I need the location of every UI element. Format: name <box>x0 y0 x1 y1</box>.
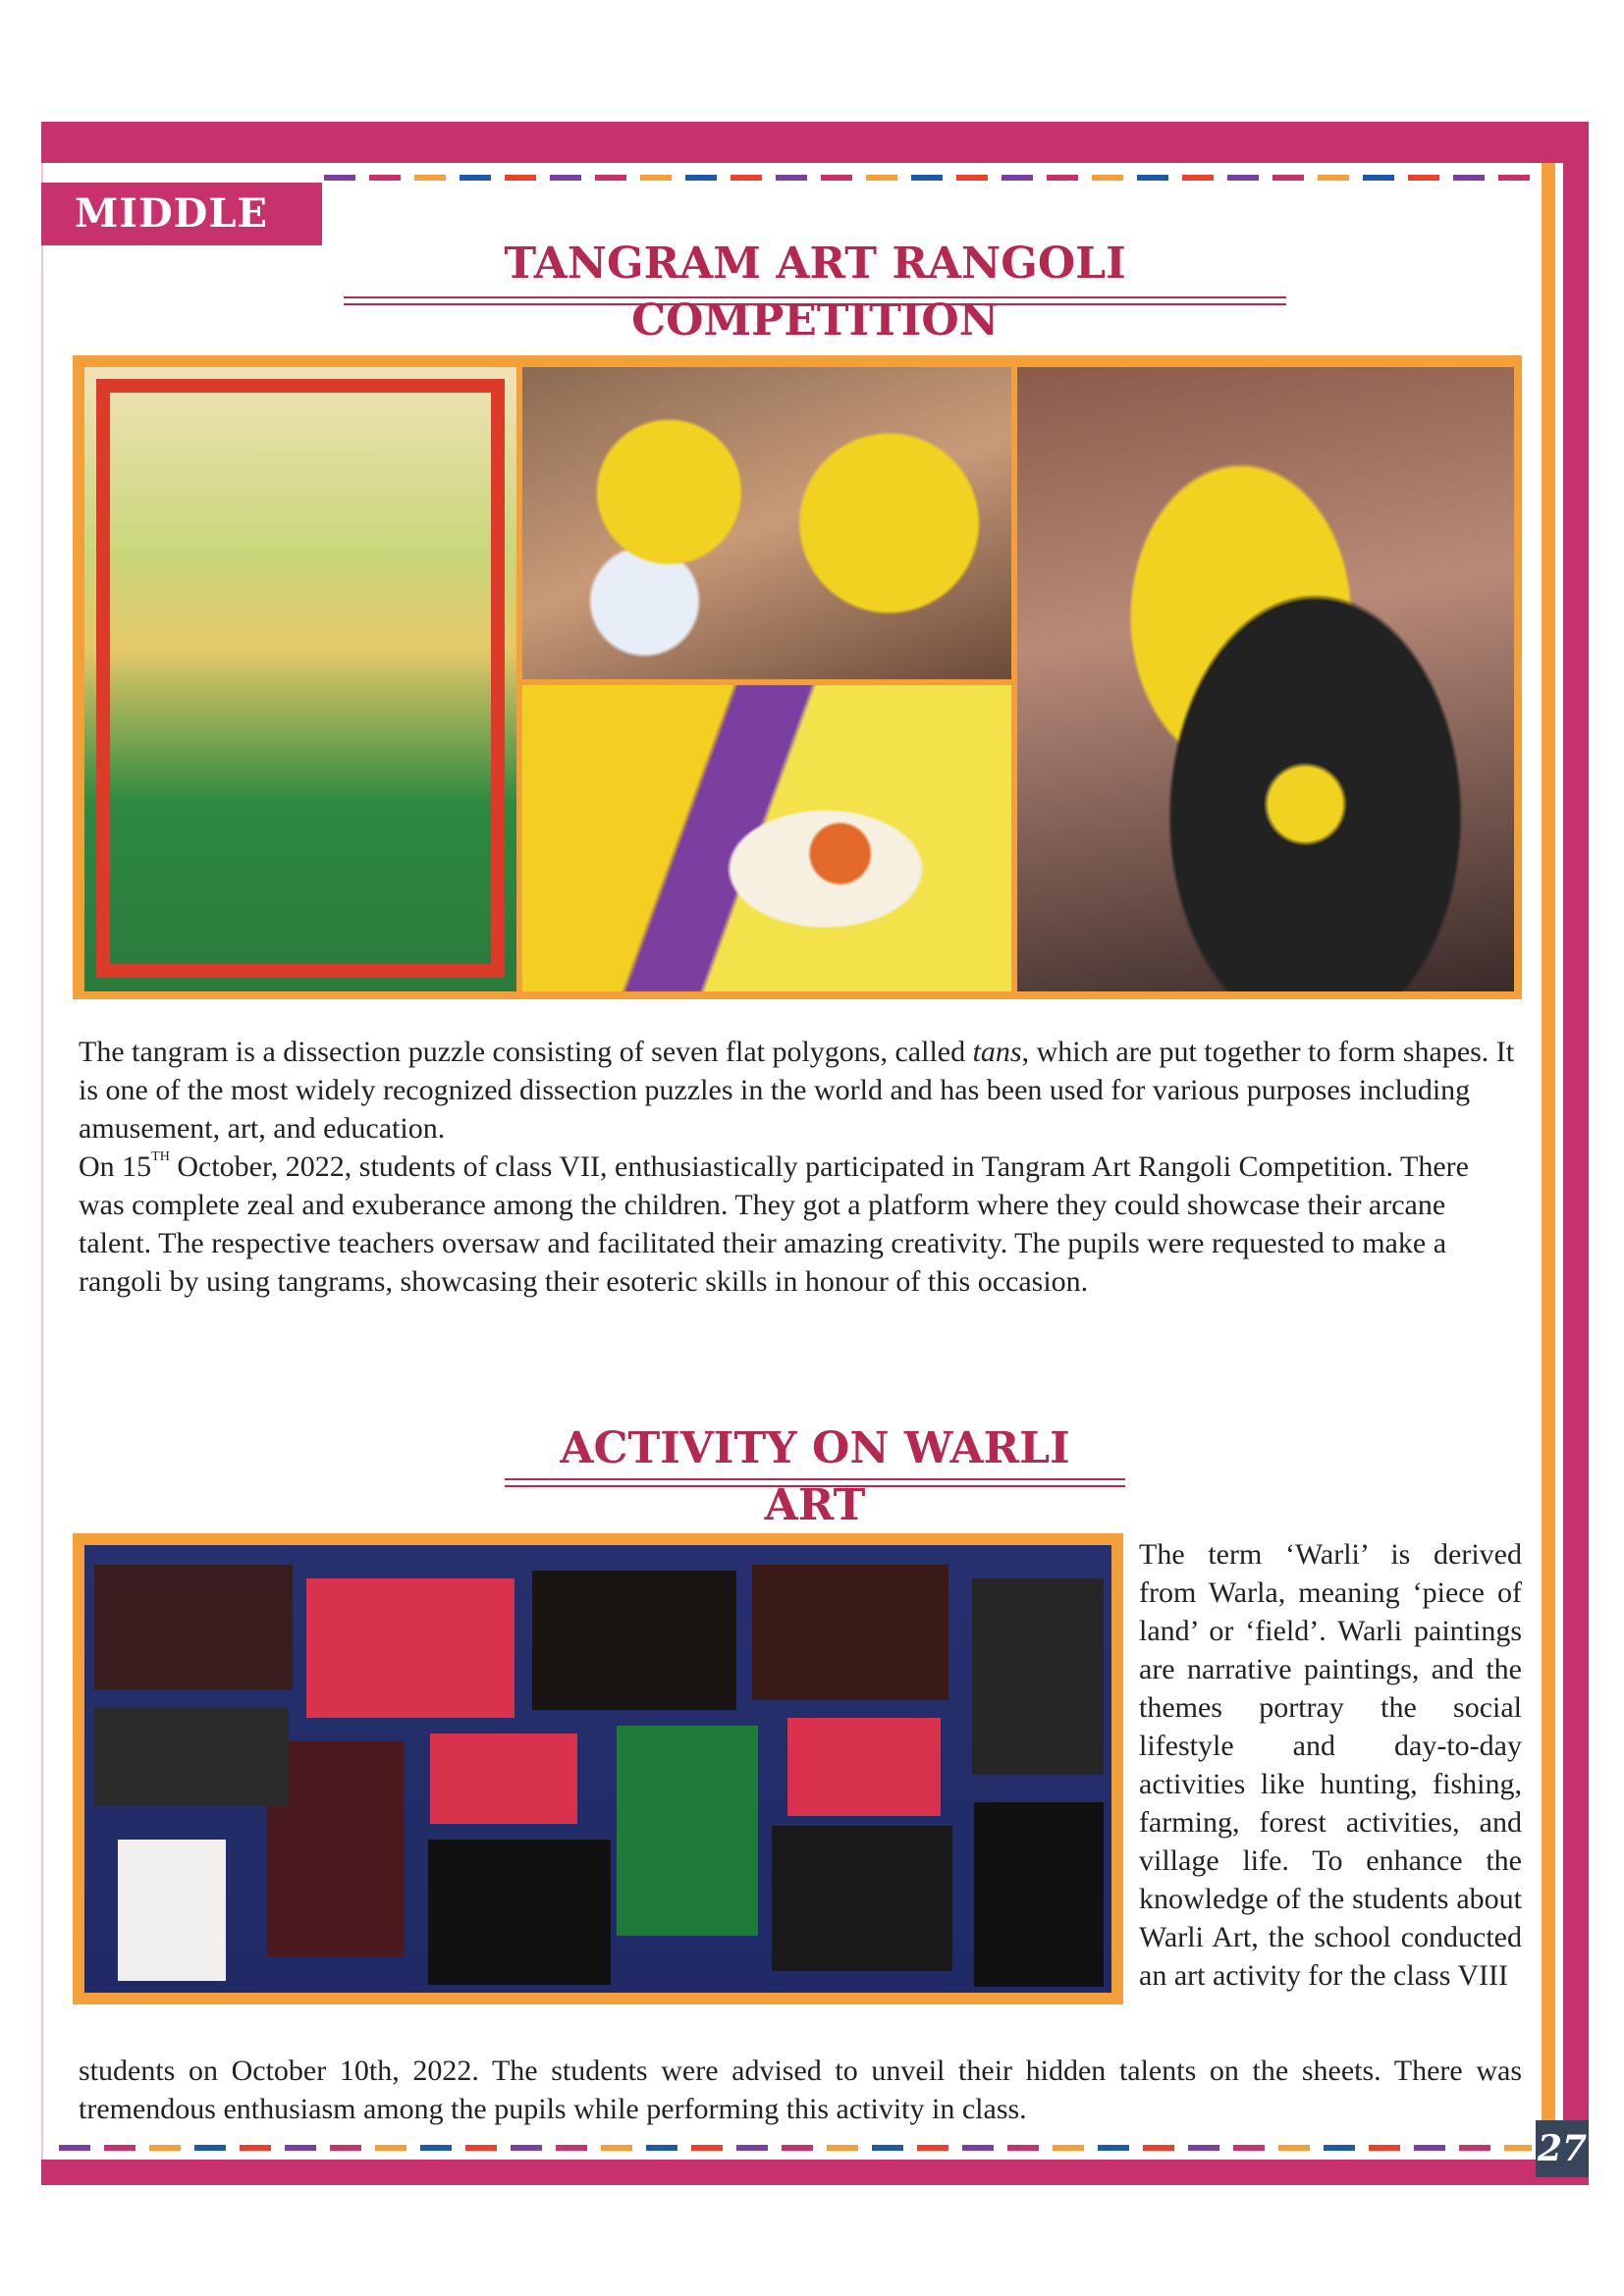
page-number: 27 <box>1536 2120 1589 2177</box>
article-title-warli: ACTIVITY ON WARLI ART <box>560 1423 1070 1530</box>
page-frame-top <box>41 122 1589 163</box>
page-frame-right <box>1563 122 1589 2185</box>
photo-warli-paintings-board <box>84 1545 1111 1993</box>
tangram-photo-collage <box>73 355 1522 999</box>
para1-text-cont: , which are put together to form shapes. It is one of the most widely recognized dissection puzzles in the world and has been used for various purposes including amusement, art, and education. <box>79 1036 1515 1145</box>
section-badge: MIDDLE <box>41 183 322 245</box>
photo-students-painting <box>522 367 1011 679</box>
para2-text: On 15 <box>79 1150 152 1183</box>
photo-students-with-rangoli <box>84 367 516 991</box>
tangram-article-body <box>79 1033 1522 1301</box>
para1-italic-term: tans <box>972 1036 1022 1068</box>
page-frame-bottom <box>41 2160 1563 2185</box>
title-underline <box>505 1478 1125 1487</box>
warli-bottom-paragraph: students on October 10th, 2022. The students were advised to unveil their hidden talents on the sheets. There was tremendous enthusiasm among the pupils while performing this activity in class. <box>79 2055 1522 2125</box>
dashed-divider-top <box>324 175 1538 181</box>
photo-student-painting-tangram <box>522 685 1011 991</box>
title-underline <box>344 296 1286 305</box>
tangram-paragraph-1 <box>79 1033 1522 1148</box>
para2-ordinal-suffix: TH <box>151 1149 170 1164</box>
photo-girl-painting-star <box>1017 367 1514 991</box>
tangram-paragraph-2 <box>79 1148 1522 1301</box>
dashed-divider-bottom <box>59 2145 1532 2151</box>
page-frame-left <box>41 163 43 2185</box>
para2-text-cont: October, 2022, students of class VII, enthusiastically participated in Tangram Art Rangoli Competition. There was complete zeal and exuberance among the children. They got a platform where they could showcase their arcane talent. The respective teachers oversaw and facilitated their amazing creativity. The pupils were requested to make a rangoli by using tangrams, showcasing their esoteric skills in honour of this occasion. <box>79 1150 1469 1298</box>
para1-text: The tangram is a dissection puzzle consisting of seven flat polygons, called <box>79 1036 973 1068</box>
warli-side-text: The term ‘Warli’ is derived from Warla, meaning ‘piece of land’ or ‘field’. Warli paintings are narrative paintings, and the themes portray the social lifestyle and day-to-day activities like hunting, fishing, farming, forest activities, and village life. To enhance the knowledge of the students about Warli Art, the school conducted an art activity for the class VIII <box>1139 1538 1522 1992</box>
article-title-tangram: TANGRAM ART RANGOLI COMPETITION <box>504 239 1126 346</box>
warli-bottom-text <box>79 2052 1522 2128</box>
page-frame-right-accent <box>1542 163 1555 2156</box>
warli-photo-frame <box>73 1533 1123 2004</box>
